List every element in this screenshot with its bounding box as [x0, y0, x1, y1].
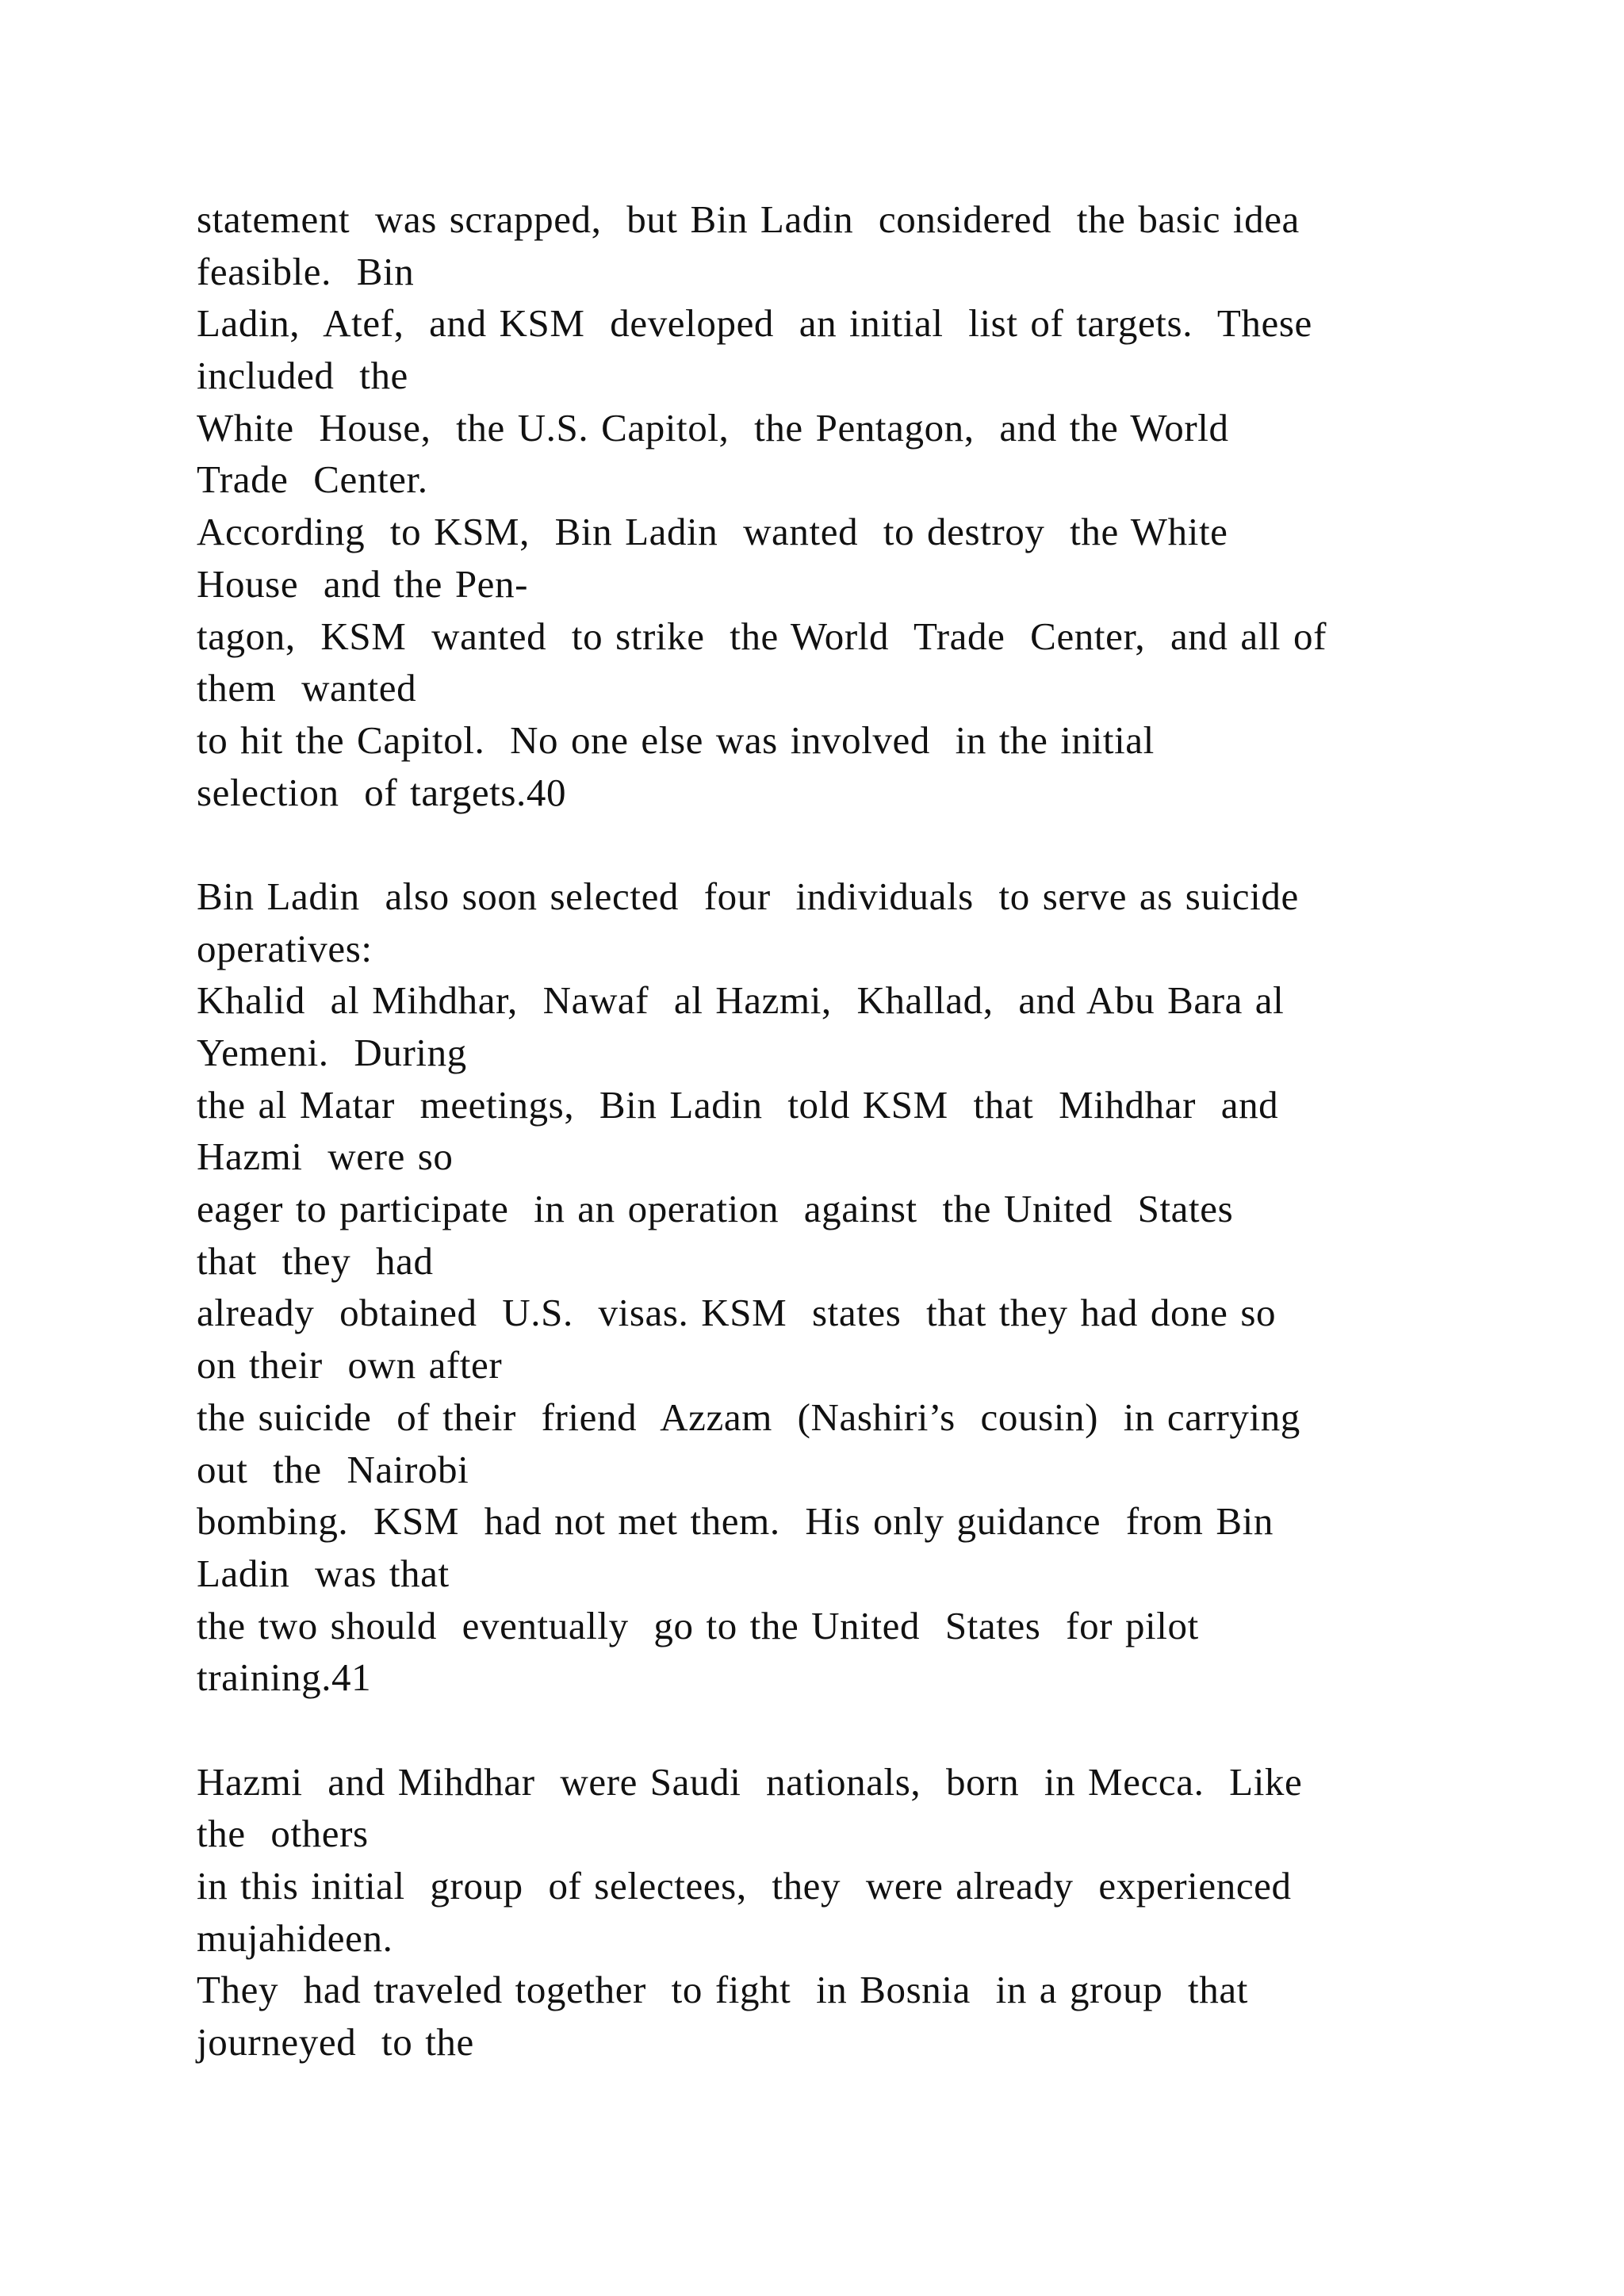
- text-line: tagon, KSM wanted to strike the World Trade Center, and all of: [197, 614, 1327, 658]
- text-line: Bin Ladin also soon selected four individuals to serve as suicide: [197, 874, 1299, 918]
- text-line: Ladin, Atef, and KSM developed an initial list of targets. These: [197, 301, 1312, 346]
- text-line: out the Nairobi: [197, 1447, 469, 1491]
- paragraph-1: [197, 193, 1465, 818]
- text-line: the suicide of their friend Azzam (Nashiri’s cousin) in carrying: [197, 1395, 1300, 1439]
- text-line: House and the Pen-: [197, 561, 529, 606]
- paragraph-3: [197, 1756, 1465, 2068]
- text-line: feasible. Bin: [197, 249, 415, 293]
- text-line: that they had: [197, 1238, 434, 1283]
- text-line: bombing. KSM had not met them. His only guidance from Bin: [197, 1499, 1274, 1544]
- text-line: They had traveled together to fight in Bosnia in a group that: [197, 1968, 1248, 2012]
- text-line: the al Matar meetings, Bin Ladin told KSM that Mihdhar and: [197, 1082, 1279, 1127]
- text-line: White House, the U.S. Capitol, the Pentagon, and the World: [197, 405, 1229, 450]
- text-line: included the: [197, 354, 408, 398]
- text-line: Trade Center.: [197, 457, 428, 502]
- text-line: Hazmi and Mihdhar were Saudi nationals, born in Mecca. Like: [197, 1759, 1303, 1804]
- text-line: eager to participate in an operation against the United States: [197, 1187, 1234, 1231]
- text-line: operatives:: [197, 926, 373, 970]
- paragraph-spacer: [197, 818, 1465, 871]
- text-line: in this initial group of selectees, they were already experienced: [197, 1864, 1292, 1908]
- text-line: Khalid al Mihdhar, Nawaf al Hazmi, Khallad, and Abu Bara al: [197, 978, 1285, 1023]
- text-line: the two should eventually go to the United States for pilot: [197, 1603, 1199, 1647]
- text-line: Ladin was that: [197, 1551, 450, 1595]
- text-line: on their own after: [197, 1343, 503, 1387]
- text-line: journeyed to the: [197, 2020, 474, 2064]
- paragraph-spacer: [197, 1704, 1465, 1756]
- text-line: the others: [197, 1812, 369, 1856]
- text-line: already obtained U.S. visas. KSM states that they had done so: [197, 1291, 1277, 1335]
- text-line: statement was scrapped, but Bin Ladin considered the basic idea: [197, 197, 1300, 241]
- text-line: to hit the Capitol. No one else was involved in the initial: [197, 718, 1155, 762]
- text-line: According to KSM, Bin Ladin wanted to destroy the White: [197, 510, 1228, 554]
- document-body: [197, 193, 1465, 2068]
- text-line: mujahideen.: [197, 1915, 393, 1960]
- paragraph-2: [197, 871, 1465, 1704]
- text-line: training.41: [197, 1655, 372, 1700]
- text-line: them wanted: [197, 666, 417, 710]
- text-line: Hazmi were so: [197, 1135, 454, 1179]
- text-line: selection of targets.40: [197, 770, 567, 814]
- text-line: Yemeni. During: [197, 1031, 467, 1074]
